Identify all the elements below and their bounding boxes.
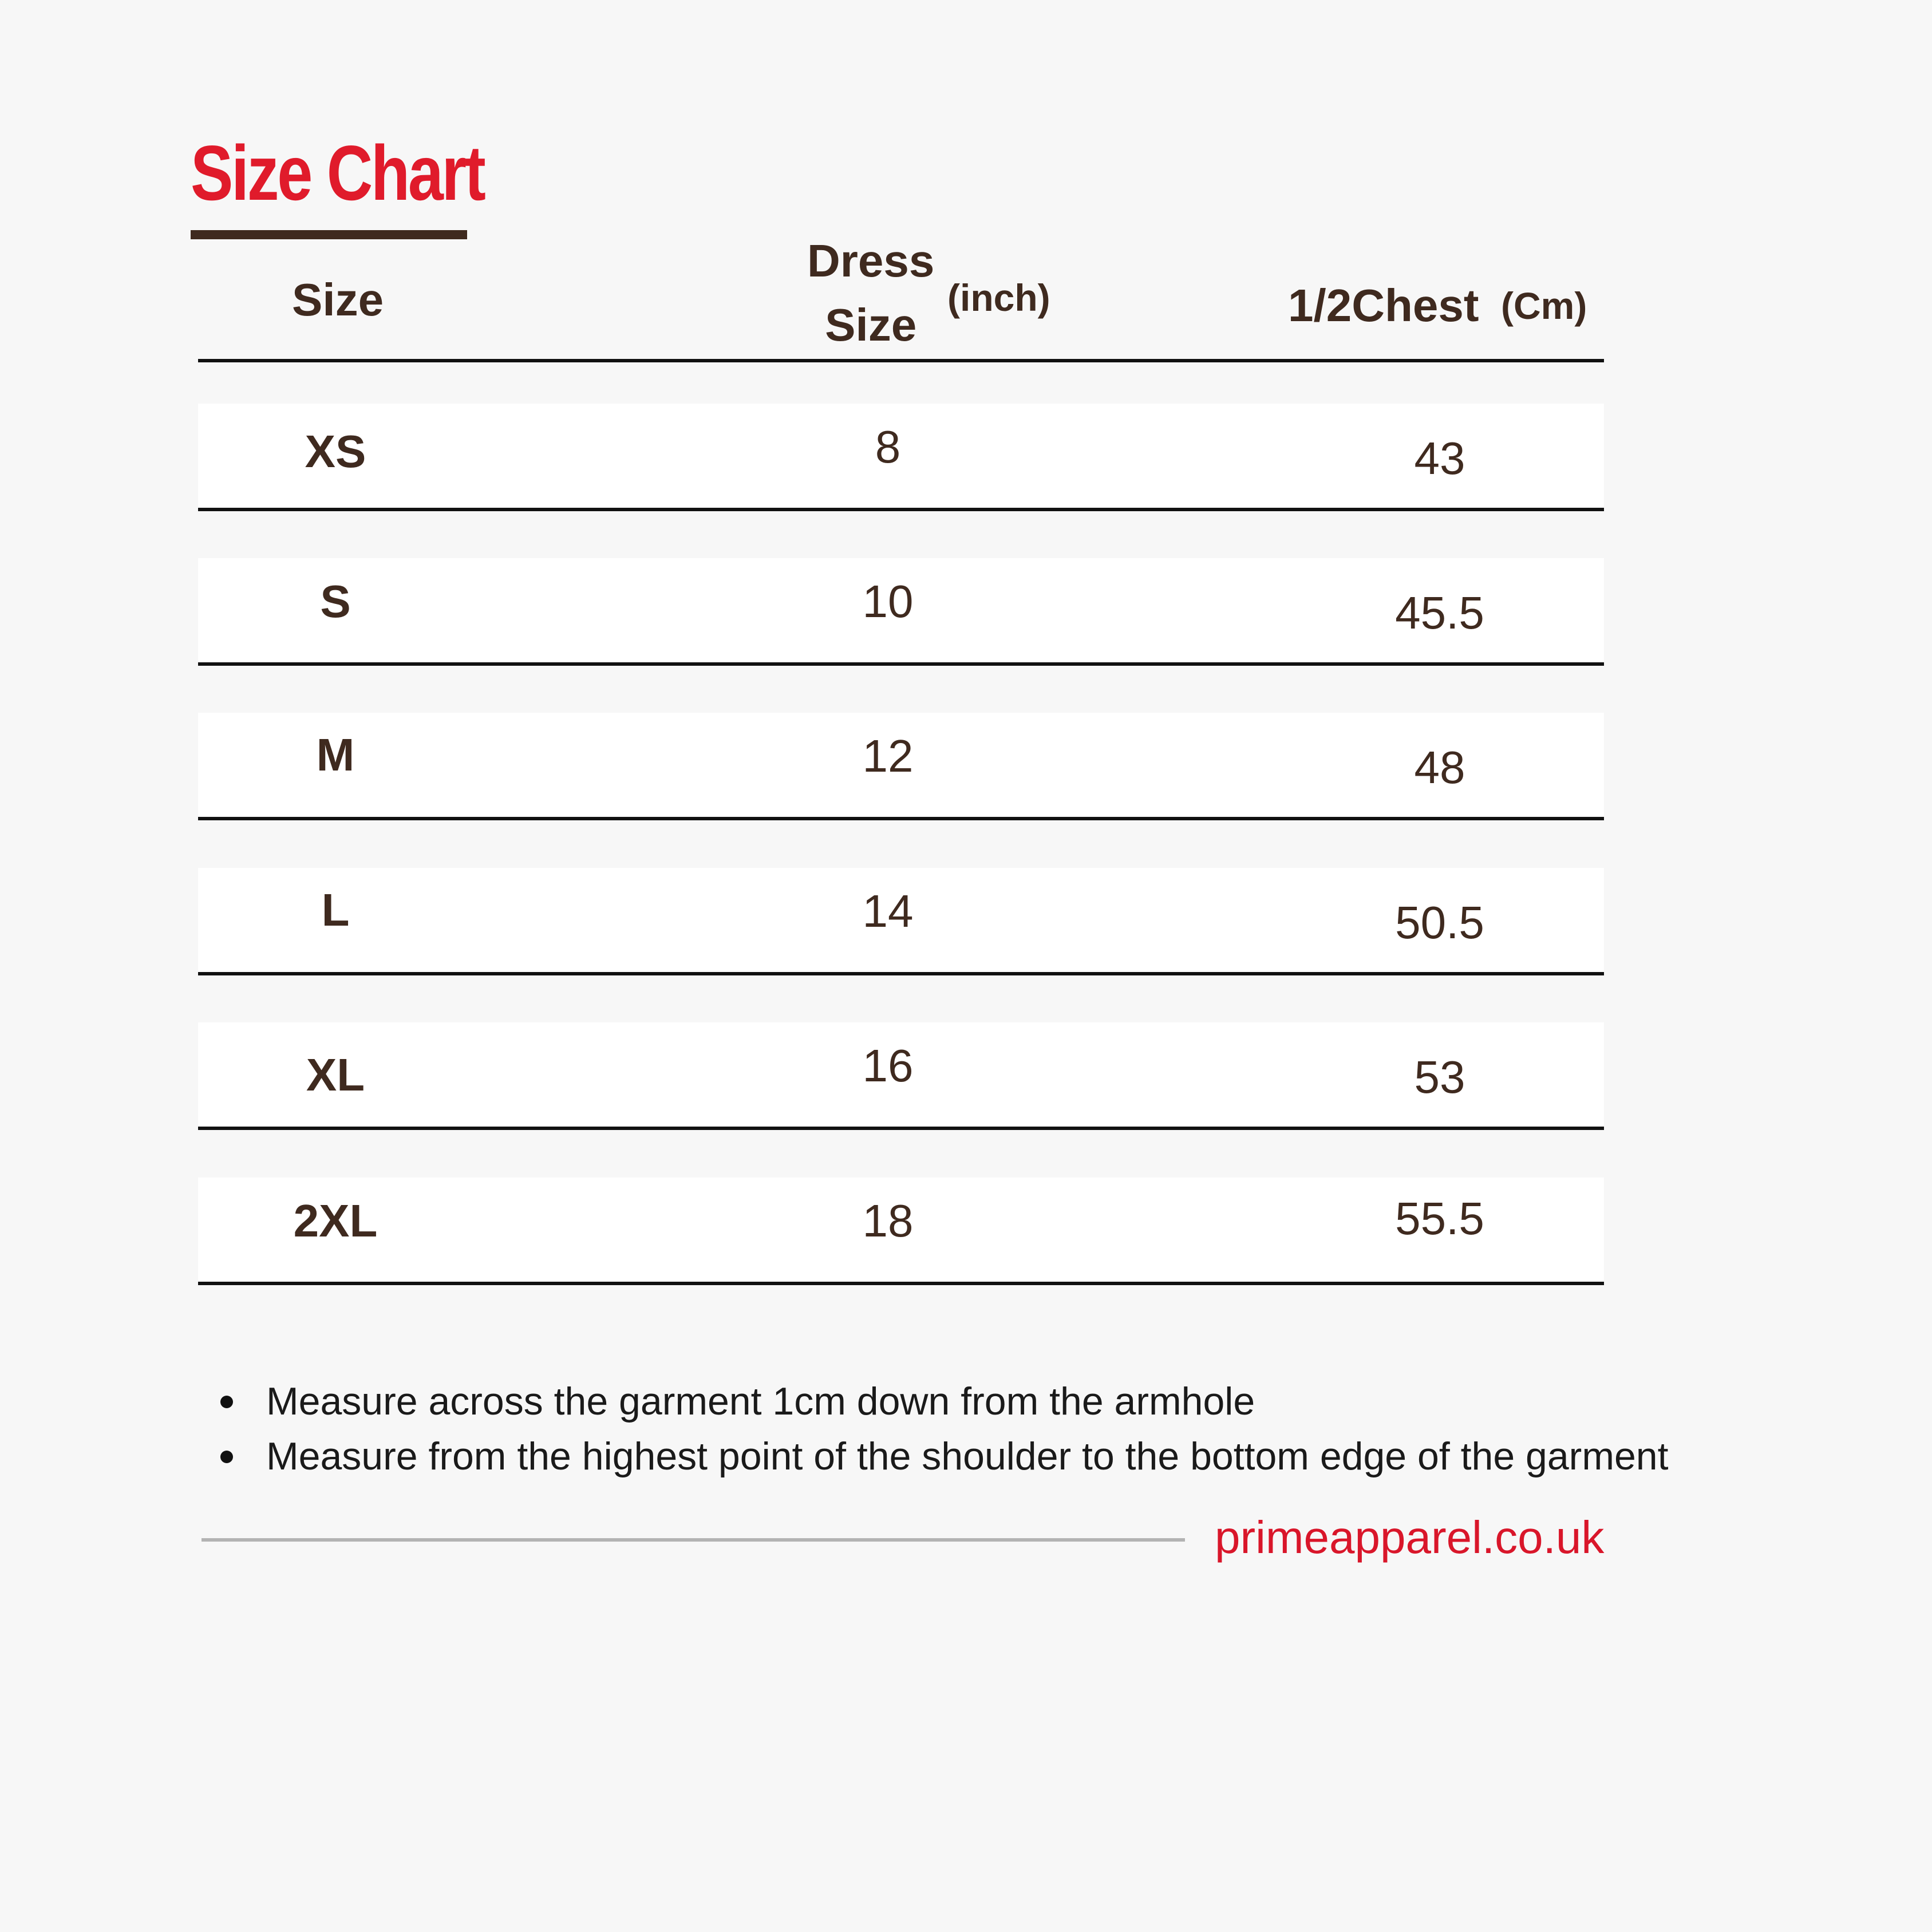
size-cell: 2XL xyxy=(293,1195,378,1246)
chest-cell: 48 xyxy=(1414,742,1465,793)
size-cell: XL xyxy=(306,1049,365,1100)
size-cell: L xyxy=(321,884,350,935)
dress-size-cell: 14 xyxy=(862,886,914,937)
size-cell: XS xyxy=(305,426,366,477)
header-size: Size xyxy=(292,274,384,325)
chest-cell: 53 xyxy=(1414,1052,1465,1103)
dress-size-cell: 10 xyxy=(862,576,914,627)
dress-size-cell: 18 xyxy=(862,1195,914,1246)
chest-cell: 50.5 xyxy=(1395,897,1484,948)
table-row xyxy=(198,1178,1604,1285)
table-row xyxy=(198,404,1604,511)
size-cell: M xyxy=(316,729,355,780)
header-dress-size xyxy=(807,229,934,357)
dress-size-cell: 12 xyxy=(862,730,914,781)
chest-cell: 55.5 xyxy=(1395,1193,1484,1244)
dress-size-cell: 8 xyxy=(875,421,901,472)
chest-cell: 45.5 xyxy=(1395,587,1484,638)
note-item: Measure from the highest point of the shoulder to the bottom edge of the garment xyxy=(215,1429,1669,1484)
header-divider xyxy=(198,359,1604,362)
note-item: Measure across the garment 1cm down from the armhole xyxy=(215,1374,1669,1429)
table-row xyxy=(198,1022,1604,1130)
website-link[interactable]: primeapparel.co.uk xyxy=(1215,1512,1605,1563)
measurement-notes xyxy=(215,1374,1669,1484)
page-title: Size Chart xyxy=(191,129,484,216)
header-dress-line2: Size xyxy=(825,299,917,350)
title-underline xyxy=(191,230,467,239)
dress-size-cell: 16 xyxy=(862,1040,914,1091)
size-cell: S xyxy=(320,576,351,627)
table-row xyxy=(198,713,1604,820)
table-row xyxy=(198,868,1604,975)
chest-cell: 43 xyxy=(1414,433,1465,484)
header-dress-line1: Dress xyxy=(807,235,935,286)
header-dress-unit: (inch) xyxy=(947,276,1050,319)
footer-divider xyxy=(202,1538,1185,1542)
table-row xyxy=(198,558,1604,666)
header-chest: 1/2Chest xyxy=(1288,280,1479,331)
header-chest-unit: (Cm) xyxy=(1501,285,1587,327)
